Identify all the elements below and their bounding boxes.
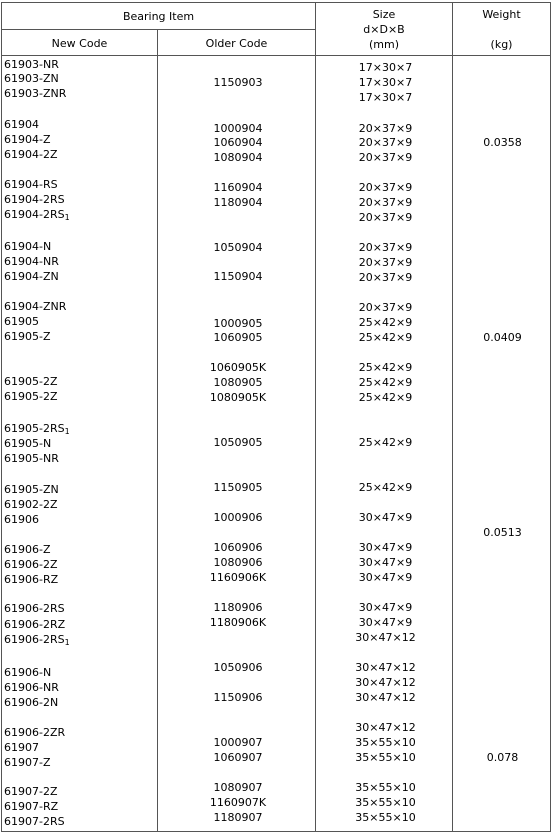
new-code-cell: 61904-2Z xyxy=(4,147,58,161)
size-cell: 20×37×9 xyxy=(358,255,413,269)
new-code-cell: 61904-ZN xyxy=(4,269,59,283)
new-code-cell: 61906-RZ xyxy=(4,572,59,586)
size-cell: 17×30×7 xyxy=(358,75,413,89)
size-cell: 20×37×9 xyxy=(358,180,413,194)
size-cell: 20×37×9 xyxy=(358,300,413,314)
new-code-cell: 61905-N xyxy=(4,436,52,450)
size-cell: 30×47×9 xyxy=(358,600,413,614)
new-code-cell: 61906-2Z xyxy=(4,557,58,571)
new-code-cell: 61907-RZ xyxy=(4,799,59,813)
size-cell: 20×37×9 xyxy=(358,135,413,149)
new-code-header: New Code xyxy=(51,37,108,50)
new-code-cell: 61906-2RZ xyxy=(4,617,66,631)
size-cell: 20×37×9 xyxy=(358,240,413,254)
size-cell: 20×37×9 xyxy=(358,150,413,164)
size-cell: 35×55×10 xyxy=(355,750,416,764)
size-unit-label: (mm) xyxy=(368,38,399,51)
older-code-cell: 1060905 xyxy=(213,330,263,344)
size-cell: 30×47×9 xyxy=(358,570,413,584)
older-code-cell: 1060905K xyxy=(209,360,267,374)
older-code-cell: 1000905 xyxy=(213,316,263,330)
size-cell: 30×47×9 xyxy=(358,540,413,554)
older-code-cell: 1060907 xyxy=(213,750,263,764)
older-code-cell: 1060904 xyxy=(213,135,263,149)
older-code-cell: 1080904 xyxy=(213,150,263,164)
older-code-cell: 1050905 xyxy=(213,435,263,449)
size-cell: 35×55×10 xyxy=(355,795,416,809)
new-code-cell: 61906-NR xyxy=(4,680,59,694)
older-code-cell: 1150906 xyxy=(213,690,263,704)
older-code-cell: 1160906K xyxy=(209,570,267,584)
bearing-table xyxy=(1,2,551,832)
older-code-cell: 1080905K xyxy=(209,390,267,404)
new-code-cell: 61904-ZNR xyxy=(4,299,67,313)
subscript: 1 xyxy=(64,212,70,222)
new-code-cell: 61905-2Z xyxy=(4,389,58,403)
new-code-cell: 61906 xyxy=(4,512,39,526)
subscript: 1 xyxy=(64,426,70,436)
older-code-cell: 1160904 xyxy=(213,180,263,194)
size-cell: 30×47×9 xyxy=(358,555,413,569)
size-cell: 17×30×7 xyxy=(358,90,413,104)
size-cell: 25×42×9 xyxy=(358,390,413,404)
size-dimensions-label: d×D×B xyxy=(363,23,405,36)
size-cell: 35×55×10 xyxy=(355,780,416,794)
size-cell: 25×42×9 xyxy=(358,435,413,449)
new-code-cell: 61904-2RS xyxy=(4,192,65,206)
older-code-cell: 1000904 xyxy=(213,121,263,135)
older-code-cell: 1160907K xyxy=(209,795,267,809)
new-code-cell: 61904-RS xyxy=(4,177,58,191)
new-code-cell: 61907-Z xyxy=(4,755,51,769)
new-code-cell: 61905-NR xyxy=(4,451,59,465)
older-code-cell: 1080905 xyxy=(213,375,263,389)
new-code-cell: 61907-2RS xyxy=(4,814,65,828)
size-cell: 35×55×10 xyxy=(355,810,416,824)
size-cell: 30×47×12 xyxy=(355,720,416,734)
new-code-cell: 61906-Z xyxy=(4,542,51,556)
size-cell: 30×47×12 xyxy=(355,660,416,674)
size-cell: 30×47×9 xyxy=(358,615,413,629)
new-code-cell: 61906-N xyxy=(4,665,52,679)
older-code-cell: 1000906 xyxy=(213,510,263,524)
weight-cell: 0.0513 xyxy=(483,525,522,539)
header-divider xyxy=(2,29,315,30)
new-code-cell: 61902-2Z xyxy=(4,497,58,511)
size-header: Size xyxy=(372,8,396,21)
weight-cell: 0.078 xyxy=(486,750,519,764)
new-code-cell: 61903-NR xyxy=(4,57,59,71)
size-cell: 25×42×9 xyxy=(358,330,413,344)
new-code-cell: 61903-ZN xyxy=(4,71,59,85)
new-code-cell: 61906-2ZR xyxy=(4,725,66,739)
older-code-cell: 1180906K xyxy=(209,615,267,629)
size-cell: 20×37×9 xyxy=(358,195,413,209)
older-code-cell: 1060906 xyxy=(213,540,263,554)
subscript: 1 xyxy=(64,637,70,647)
size-cell: 25×42×9 xyxy=(358,480,413,494)
older-code-cell: 1050904 xyxy=(213,240,263,254)
new-code-cell: 61906-2N xyxy=(4,695,59,709)
new-code-cell: 61905 xyxy=(4,314,39,328)
older-code-cell: 1180907 xyxy=(213,810,263,824)
bearing-item-header: Bearing Item xyxy=(122,10,195,23)
header-bottom-line xyxy=(2,55,550,56)
older-code-cell: 1000907 xyxy=(213,735,263,749)
size-cell: 30×47×9 xyxy=(358,510,413,524)
size-cell: 35×55×10 xyxy=(355,735,416,749)
new-code-cell: 61904-Z xyxy=(4,132,51,146)
size-cell: 20×37×9 xyxy=(358,270,413,284)
new-code-cell: 61904-N xyxy=(4,239,52,253)
new-code-cell: 61903-ZNR xyxy=(4,86,67,100)
new-code-cell: $61905-2RS_1$ xyxy=(4,421,70,436)
weight-header: Weight xyxy=(482,8,521,21)
new-code-cell: 61907-2Z xyxy=(4,784,58,798)
new-code-cell: 61905-Z xyxy=(4,329,51,343)
size-cell: 30×47×12 xyxy=(355,675,416,689)
size-cell: 20×37×9 xyxy=(358,210,413,224)
weight-unit-label: (kg) xyxy=(490,38,513,51)
older-code-cell: 1150903 xyxy=(213,75,263,89)
new-code-cell: 61904 xyxy=(4,117,39,131)
new-code-cell: 61907 xyxy=(4,740,39,754)
size-cell: 17×30×7 xyxy=(358,60,413,74)
size-cell: 25×42×9 xyxy=(358,315,413,329)
new-code-cell: 61905-ZN xyxy=(4,482,59,496)
new-code-cell: 61906-2RS xyxy=(4,601,65,615)
older-code-cell: 1150905 xyxy=(213,480,263,494)
size-cell: 30×47×12 xyxy=(355,690,416,704)
weight-cell: 0.0358 xyxy=(483,135,522,149)
weight-cell: 0.0409 xyxy=(483,330,522,344)
new-code-cell: $61906-2RS_1$ xyxy=(4,632,70,647)
size-cell: 25×42×9 xyxy=(358,360,413,374)
size-cell: 20×37×9 xyxy=(358,121,413,135)
size-cell: 25×42×9 xyxy=(358,375,413,389)
older-code-cell: 1150904 xyxy=(213,269,263,283)
new-code-cell: 61905-2Z xyxy=(4,374,58,388)
older-code-cell: 1080906 xyxy=(213,555,263,569)
older-code-cell: 1180904 xyxy=(213,195,263,209)
new-code-cell: $61904-2RS_1$ xyxy=(4,207,70,222)
older-code-cell: 1180906 xyxy=(213,600,263,614)
older-code-cell: 1050906 xyxy=(213,660,263,674)
column-divider xyxy=(157,30,158,831)
older-code-cell: 1080907 xyxy=(213,780,263,794)
new-code-cell: 61904-NR xyxy=(4,254,59,268)
size-cell: 30×47×12 xyxy=(355,630,416,644)
older-code-header: Older Code xyxy=(205,37,268,50)
